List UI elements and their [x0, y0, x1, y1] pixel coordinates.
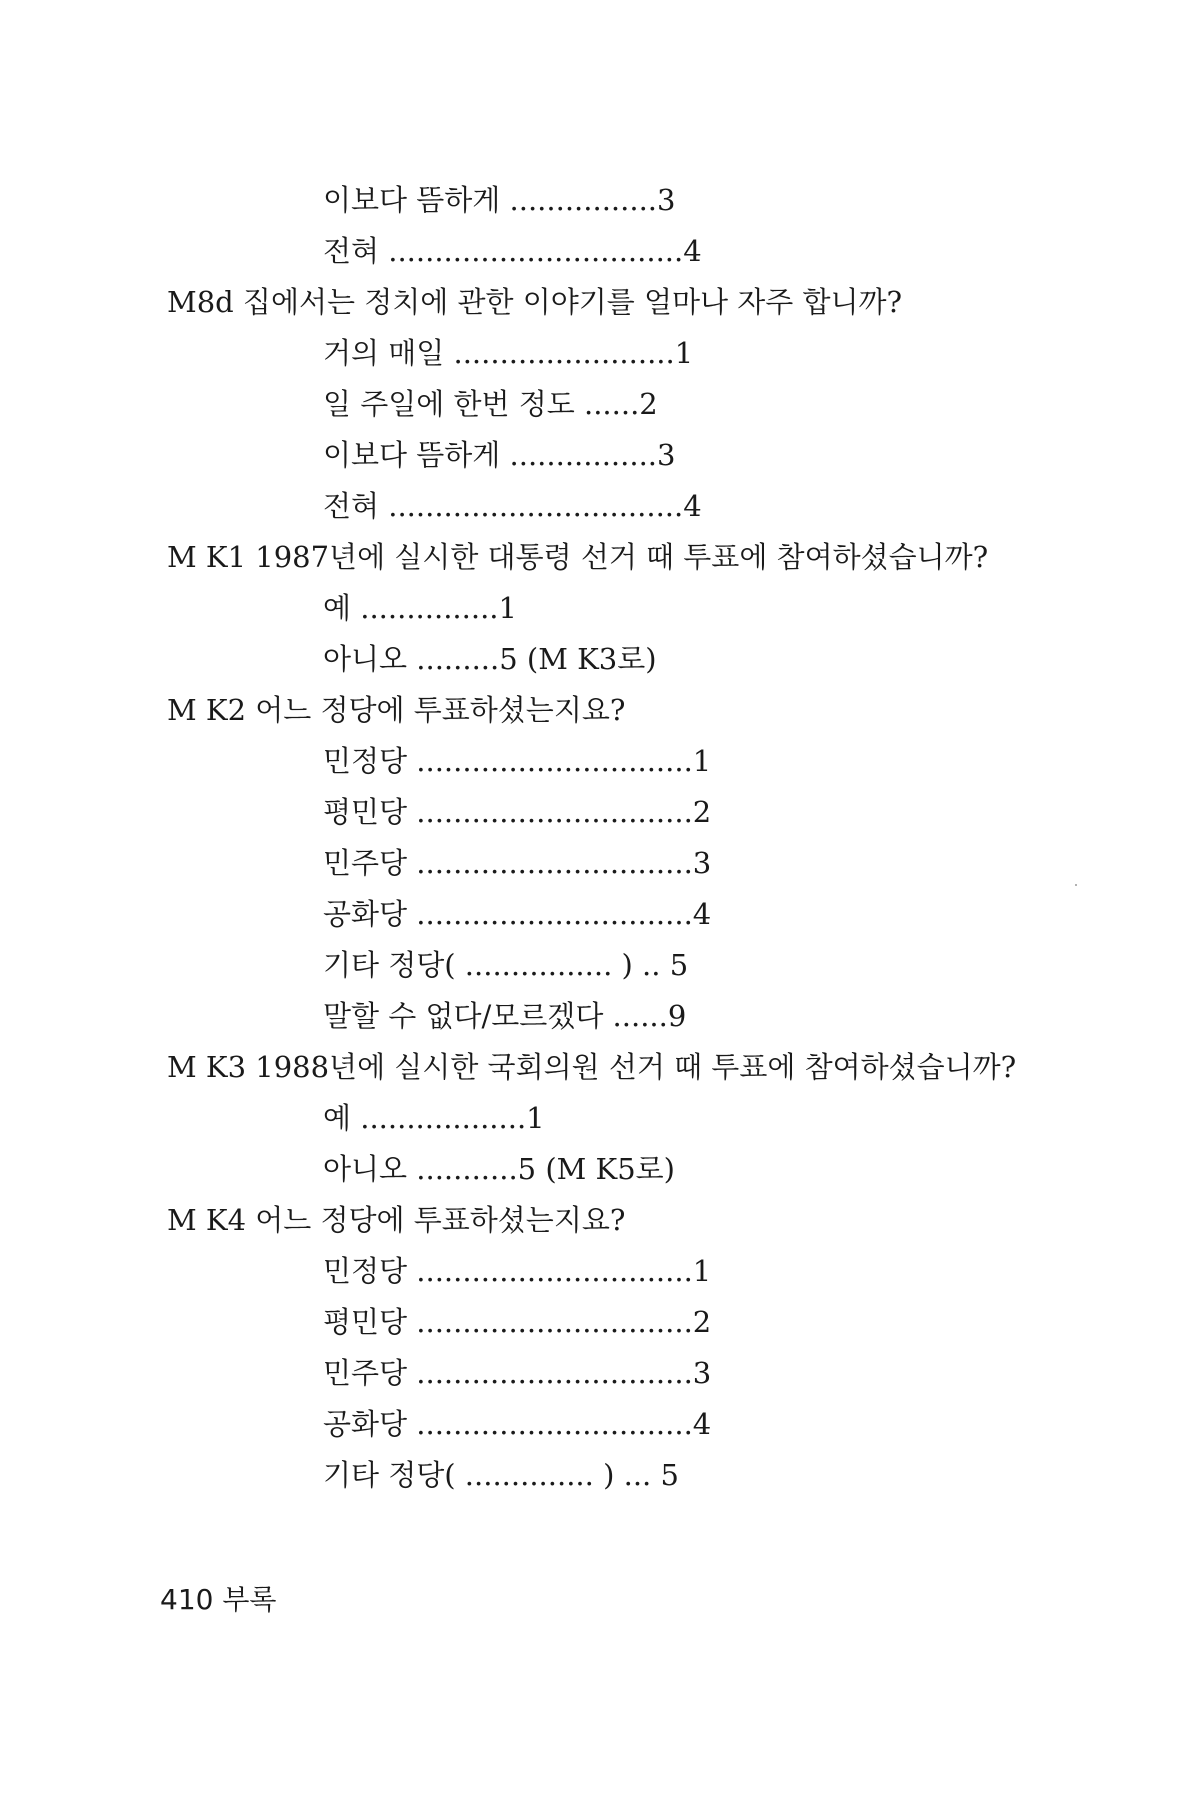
answer-option: 예 ...............1: [323, 591, 517, 625]
question-mk3: M K3 1988년에 실시한 국회의원 선거 때 투표에 참여하셨습니까?: [167, 1050, 1017, 1084]
question-mk2: M K2 어느 정당에 투표하셨는지요?: [167, 693, 626, 727]
answer-option: 전혀 ................................4: [323, 234, 702, 268]
answer-option: 전혀 ................................4: [323, 489, 702, 523]
question-mk4: M K4 어느 정당에 투표하셨는지요?: [167, 1203, 626, 1237]
answer-option: 민주당 ..............................3: [323, 846, 712, 880]
answer-option: 민정당 ..............................1: [323, 744, 712, 778]
answer-option: 아니오 .........5 (M K3로): [323, 642, 657, 676]
question-m8d: M8d 집에서는 정치에 관한 이야기를 얼마나 자주 합니까?: [167, 285, 903, 319]
page-number: 410: [160, 1583, 214, 1616]
answer-option: 말할 수 없다/모르겠다 ......9: [323, 999, 687, 1033]
answer-option: 아니오 ...........5 (M K5로): [323, 1152, 675, 1186]
page-footer: [160, 1580, 276, 1620]
answer-option: 민주당 ..............................3: [323, 1356, 712, 1390]
answer-option: 평민당 ..............................2: [323, 795, 712, 829]
answer-option: 예 ..................1: [323, 1101, 545, 1135]
answer-option: 이보다 뜸하게 ................3: [323, 438, 676, 472]
answer-option: 평민당 ..............................2: [323, 1305, 712, 1339]
answer-option: 이보다 뜸하게 ................3: [323, 183, 676, 217]
scan-speck: [1075, 884, 1077, 886]
answer-option: 공화당 ..............................4: [323, 1407, 712, 1441]
answer-option: 민정당 ..............................1: [323, 1254, 712, 1288]
answer-option: 거의 매일 ........................1: [323, 336, 694, 370]
section-label: 부록: [222, 1583, 277, 1616]
answer-option: 기타 정당( .............. ) ... 5: [323, 1458, 679, 1492]
question-mk1: M K1 1987년에 실시한 대통령 선거 때 투표에 참여하셨습니까?: [167, 540, 989, 574]
answer-option: 공화당 ..............................4: [323, 897, 712, 931]
answer-option: 일 주일에 한번 정도 ......2: [323, 387, 658, 421]
answer-option: 기타 정당( ................ ) .. 5: [323, 948, 689, 982]
